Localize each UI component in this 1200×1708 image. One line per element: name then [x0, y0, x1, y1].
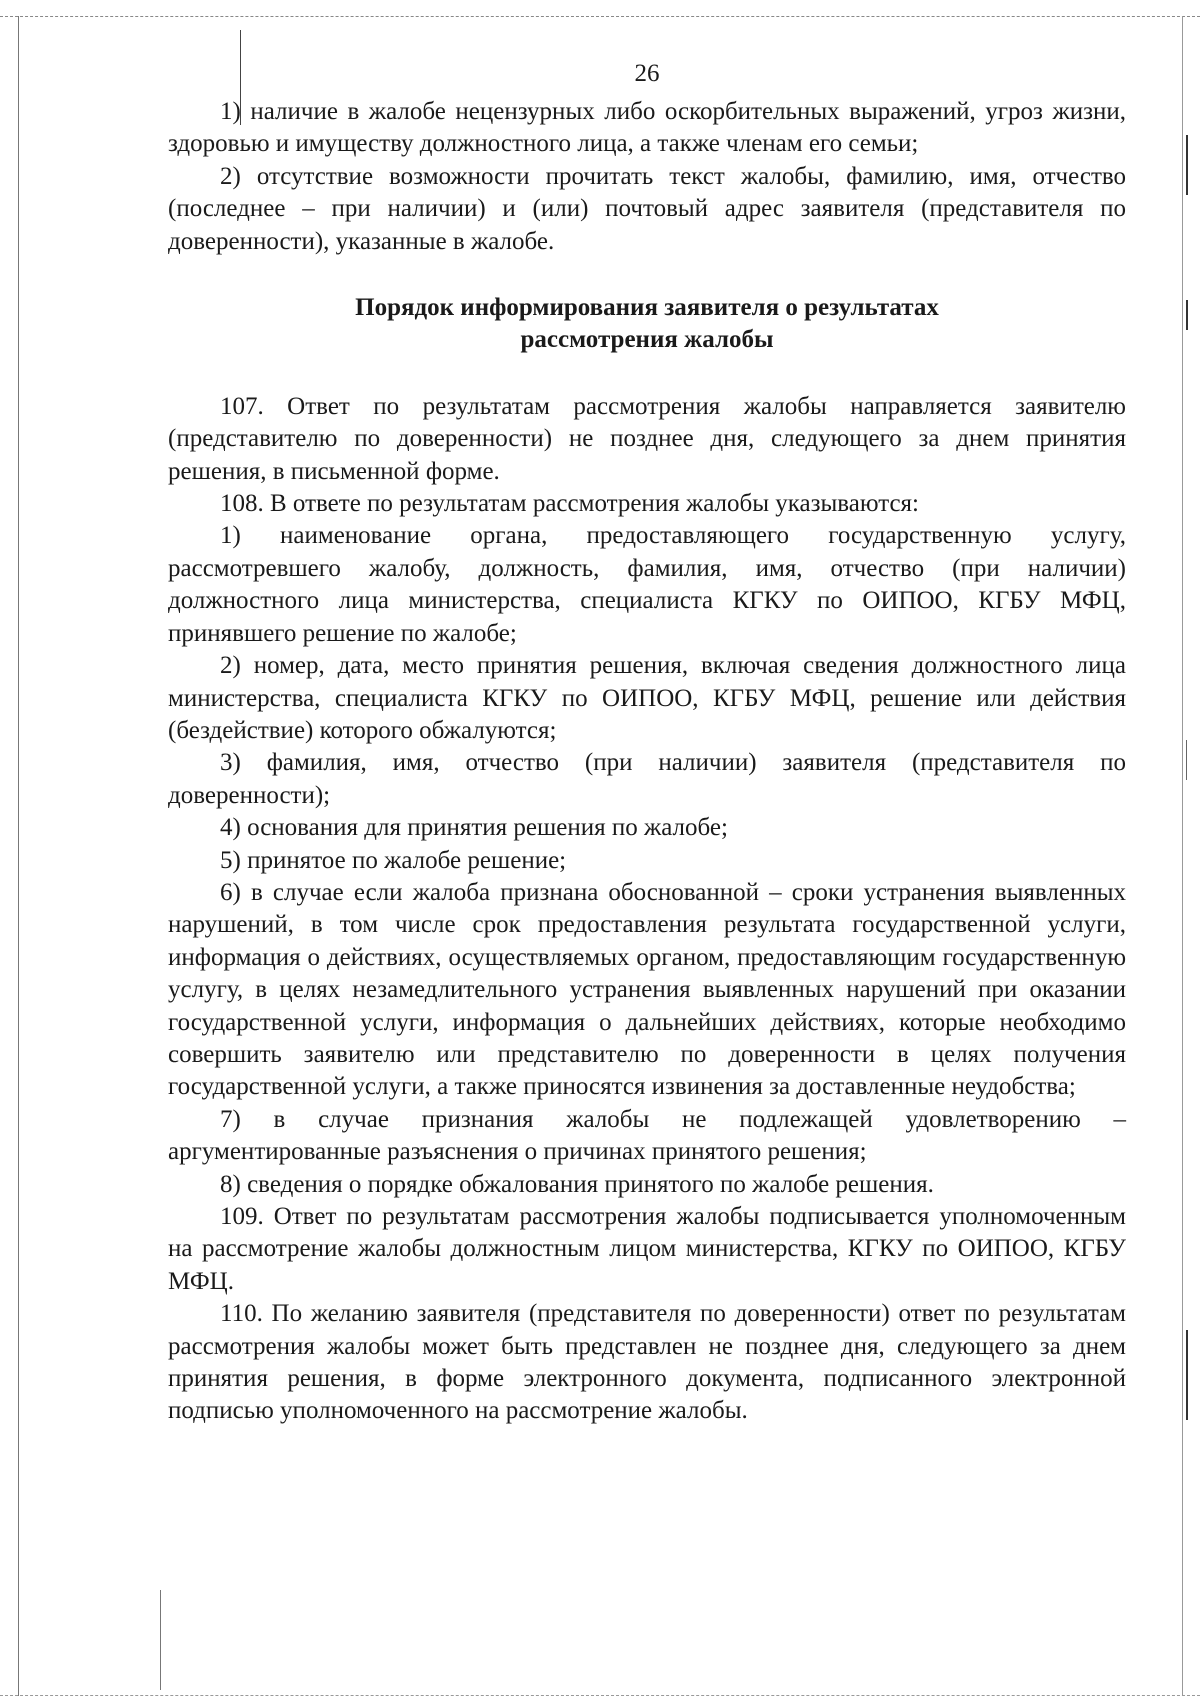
clause-108-item-6: 6) в случае если жалоба признана обоснованной – сроки устранения выявленных нарушений, в том числе срок предоставления результата государственной услуги, информация о действиях, осуществляемых органом, предоставляющим государственную услугу, в целях незамедлительного устранения выявленных нарушений при оказании государственной услуги, информация о дальнейших действиях, которые необходимо совершить заявителю или представителю по доверенности в целях получения государственной услуги, а также приносятся извинения за доставленные неудобства; [168, 878, 1126, 1101]
clause-108: 108. В ответе по результатам рассмотрения жалобы указываются: [220, 490, 919, 518]
scan-margin-mark [1186, 740, 1187, 780]
clause-108-item-8: 8) сведения о порядке обжалования принятого по жалобе решения. [220, 1170, 934, 1198]
list-item-2: 2) отсутствие возможности прочитать текст жалобы, фамилию, имя, отчество (последнее – при наличии) и (или) почтовый адрес заявителя (представителя по доверенности), указанные в жалобе. [168, 162, 1126, 255]
clause-107: 107. Ответ по результатам рассмотрения жалобы направляется заявителю (представителю по доверенности) не позднее дня, следующего за днем принятия решения, в письменной форме. [168, 392, 1126, 485]
scan-margin-mark [1186, 135, 1188, 195]
scan-top-edge [0, 16, 1200, 17]
scan-left-edge [18, 16, 19, 1696]
scan-bottom-edge [0, 1695, 1200, 1696]
clause-108-item-2: 2) номер, дата, место принятия решения, включая сведения должностного лица министерства, специалиста КГКУ по ОИПОО, КГБУ МФЦ, решение или действия (бездействие) которого обжалуются; [168, 652, 1126, 744]
clause-108-item-5: 5) принятое по жалобе решение; [220, 846, 567, 874]
page-number: 26 [634, 60, 660, 87]
clause-110: 110. По желанию заявителя (представителя по доверенности) ответ по результатам рассмотрения жалобы может быть представлен не позднее дня, следующего за днем принятия решения, в форме электронного документа, подписанного электронной подписью уполномоченного на рассмотрение жалобы. [168, 1300, 1126, 1425]
list-item-1: 1) наличие в жалобе нецензурных либо оскорбительных выражений, угроз жизни, здоровью и имуществу должностного лица, а также членам его семьи; [168, 98, 1126, 158]
scan-margin-mark [1186, 1330, 1188, 1420]
scan-margin-mark [1186, 300, 1188, 330]
scan-right-edge [1182, 16, 1183, 1696]
clause-108-item-7: 7) в случае признания жалобы не подлежащей удовлетворению – аргументированные разъяснения о причинах принятого решения; [168, 1105, 1126, 1166]
section-heading: Порядок информирования заявителя о результатах рассмотрения жалобы [355, 294, 939, 354]
clause-108-item-1: 1) наименование органа, предоставляющего государственную услугу, рассмотревшего жалобу, должность, фамилия, имя, отчество (при наличии) должностного лица министерства, специалиста КГКУ по ОИПОО, КГБУ МФЦ, принявшего решение по жалобе; [168, 522, 1126, 647]
clause-108-item-3: 3) фамилия, имя, отчество (при наличии) заявителя (представителя по доверенности); [168, 749, 1126, 809]
scan-margin-mark [160, 1590, 161, 1690]
spacer [168, 357, 1126, 391]
document-body [168, 58, 1126, 1428]
clause-109: 109. Ответ по результатам рассмотрения жалобы подписывается уполномоченным на рассмотрение жалобы должностным лицом министерства, КГКУ по ОИПОО, КГБУ МФЦ. [168, 1203, 1126, 1295]
clause-108-item-4: 4) основания для принятия решения по жалобе; [220, 814, 728, 842]
spacer [168, 258, 1126, 292]
